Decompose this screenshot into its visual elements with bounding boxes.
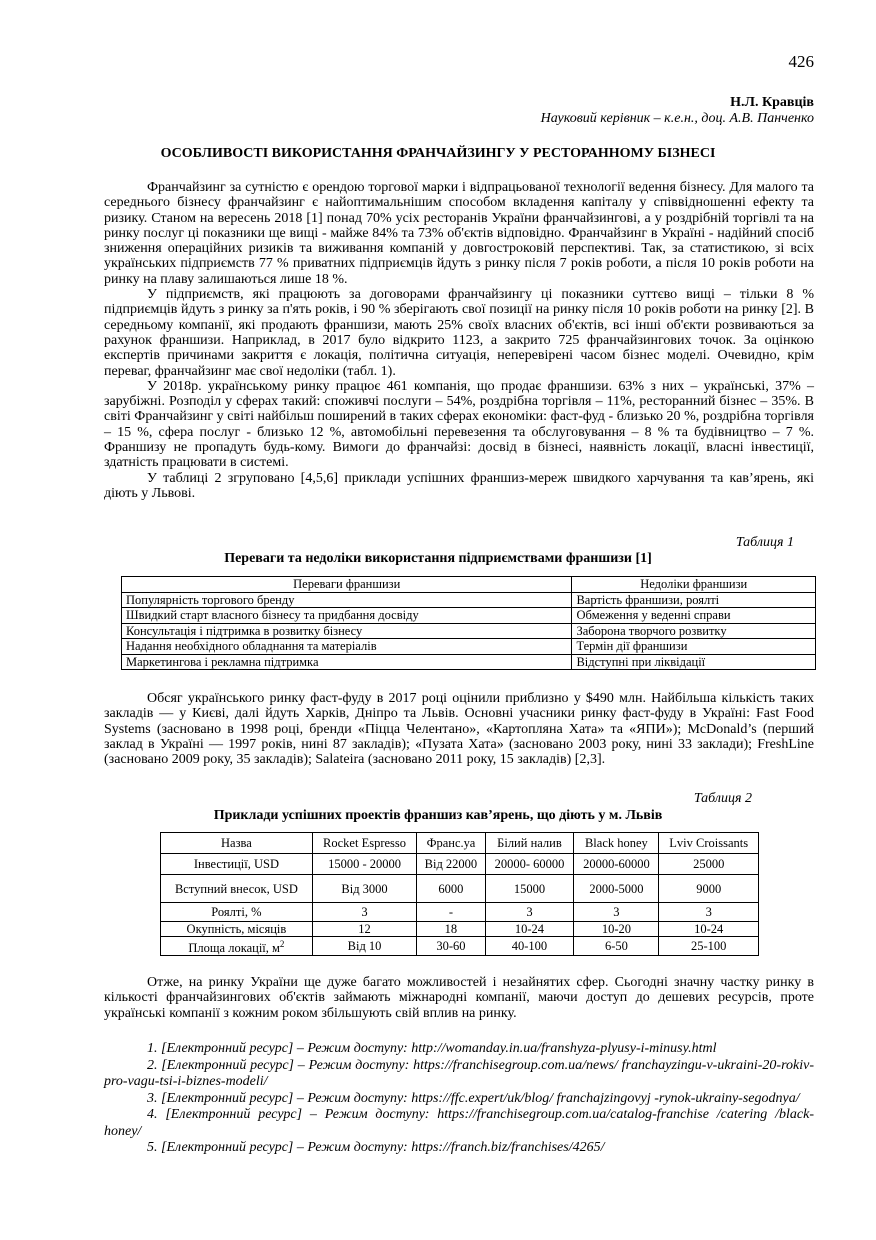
- table-header-row: [122, 577, 816, 593]
- table-cell: Термін дії франшизи: [572, 639, 816, 655]
- table-cell: 10-24: [485, 922, 574, 937]
- paper-title: ОСОБЛИВОСТІ ВИКОРИСТАННЯ ФРАНЧАЙЗИНГУ У РЕСТОРАННОМУ БІЗНЕСІ: [160, 146, 716, 161]
- table-header-cell: Переваги франшизи: [122, 577, 572, 593]
- table-cell: 10-24: [659, 922, 759, 937]
- body-text-2: [104, 691, 814, 767]
- table-cell: Обмеження у веденні справи: [572, 608, 816, 624]
- reference-item: 2. [Електронний ресурс] – Режим доступу: https://franchisegroup.com.ua/news/ franchayzingu-v-ukraini-20-rokiv-pro-vagu-tsi-i-biznes-modeli/: [104, 1057, 814, 1089]
- table-header-cell: Rocket Espresso: [312, 833, 416, 854]
- advisor-line: Науковий керівник – к.е.н., доц. А.В. Панченко: [540, 111, 814, 126]
- table-cell: Від 22000: [417, 854, 485, 875]
- table-row: [161, 903, 759, 922]
- author-name: Н.Л. Кравців: [730, 95, 814, 110]
- paragraph-2: У підприємств, які працюють за договорами франчайзингу ці показники суттєво вищі – тільки 8 % підприємців йдуть з ринку за п'ять років, і 90 % зберігають свої позиції на ринку після 10 років роботи на ринку [2]. В середньому компанії, які продають франшизи, мають 25% своїх власних об'єктів, всі інші об'єкти розвиваються за рахунок франшизи. Наприклад, в 2017 було відкрито 1123, а закрито 725 франчайзингових точок. За оцінкою експертів причинами закриття є локація, політична ситуація, неперевірені часом бізнес моделі. Очевидно, крім переваг, франчайзинг має свої недоліки (табл. 1).: [104, 287, 814, 379]
- table-cell: 10-20: [574, 922, 659, 937]
- table-coffee-franchises: [160, 832, 759, 956]
- table-row: [161, 937, 759, 956]
- conclusion-paragraph: Отже, на ринку України ще дуже багато можливостей і незайнятих сфер. Сьогодні значну частку ринку в кількості франчайзингових об'єктів займають міжнародні компанії, маючи доступ до дешевих ресурсів, проте українські компанії з кожним роком збільшують свій вплив на ринку.: [104, 975, 814, 1021]
- table-cell: 3: [659, 903, 759, 922]
- table1-caption: Таблиця 1: [735, 535, 794, 550]
- table-cell: Швидкий старт власного бізнесу та придбання досвіду: [122, 608, 572, 624]
- page-number: 426: [788, 52, 814, 71]
- table-cell: Заборона творчого розвитку: [572, 623, 816, 639]
- table1-title: Переваги та недоліки використання підприємствами франшизи [1]: [224, 551, 652, 566]
- reference-item: 1. [Електронний ресурс] – Режим доступу: http://womanday.in.ua/franshyza-plyusy-i-minusy.html: [147, 1041, 717, 1056]
- superscript: 2: [279, 939, 285, 949]
- table-cell: 30-60: [417, 937, 485, 956]
- table-cell: Окупність, місяців: [161, 922, 313, 937]
- table-row: [161, 922, 759, 937]
- table-cell: 2000-5000: [574, 875, 659, 903]
- paragraph-1: Франчайзинг за сутністю є орендою торгової марки і відпрацьованої технології ведення бізнесу. Для малого та середнього бізнесу франчайзинг є найоптимальнішим способом вкладення капіталу у співвідношенні ефекту та ризику. Станом на вересень 2018 [1] понад 70% усіх ресторанів України франчайзингові, а у роздрібній торгівлі та на ринку послуг ці показники ще вищі - майже 84% та 73% об'єктів відповідно. Франчайзинг в Україні - надійний спосіб зниження операційних ризиків та виживання компаній у довгостроковій перспективі. Так, за статистикою, зі всіх українських підприємств 77 % приватних підприємців йдуть з ринку після 7 років роботи, а після 10 років роботи на ринку на плаву залишаються лише 18 %.: [104, 180, 814, 287]
- table-cell: 6-50: [574, 937, 659, 956]
- table-header-cell: Білий налив: [485, 833, 574, 854]
- table-cell: Популярність торгового бренду: [122, 592, 572, 608]
- table-cell: 18: [417, 922, 485, 937]
- table-cell: Консультація і підтримка в розвитку бізнесу: [122, 623, 572, 639]
- body-text: [104, 180, 814, 501]
- table-cell: Вартість франшизи, роялті: [572, 592, 816, 608]
- table-header-cell: Недоліки франшизи: [572, 577, 816, 593]
- paragraph-5: Обсяг українського ринку фаст-фуду в 2017 році оцінили приблизно у $490 млн. Найбільша кількість таких закладів — у Києві, далі йдуть Харків, Дніпро та Львів. Основні учасники ринку фаст-фуду в Україні: Fast Food Systems (засновано в 1998 році, бренди «Піцца Челентано», «Картопляна Хата» та «ЯПИ»); McDonald’s (перший заклад в Україні — 1997 років, нині 87 закладів); «Пузата Хата» (засновано 2003 року, нині 33 заклади); FreshLine (засновано 2009 року, 35 закладів); Salateira (засновано 2011 року, 15 закладів) [2,3].: [104, 691, 814, 768]
- table-header-row: [161, 833, 759, 854]
- table-cell: 3: [485, 903, 574, 922]
- references-list: [104, 1041, 814, 1157]
- table-cell: 6000: [417, 875, 485, 903]
- table-header-cell: Франс.уа: [417, 833, 485, 854]
- table-cell: 3: [574, 903, 659, 922]
- table2-title: Приклади успішних проектів франшиз кав’ярень, що діють у м. Львів: [213, 808, 663, 823]
- table-header-cell: Назва: [161, 833, 313, 854]
- table-row: [122, 639, 816, 655]
- table-cell: 20000- 60000: [485, 854, 574, 875]
- table-cell: 15000 - 20000: [312, 854, 416, 875]
- paragraph-3: У 2018р. українському ринку працює 461 компанія, що продає франшизи. 63% з них – українські, 37% – зарубіжні. Розподіл у сферах такий: споживчі послуги – 54%, роздрібна торгівля – 11%, ресторанний бізнес – 35%. В світі Франчайзинг у світі найбільш поширений в таких сферах економіки: фаст-фуд - близько 20 %, роздрібна торгівля – 15 %, сфера послуг - близько 12 %, автомобільні перевезення та обслуговування – 8 % та будівництво – 7 %. Франшизу не пропадуть будь-кому. Вимоги до франчайзі: досвід в бізнесі, наявність локації, власні інвестиції, здатність працювати в системі.: [104, 378, 814, 471]
- table-cell: 9000: [659, 875, 759, 903]
- table-row: [122, 623, 816, 639]
- table-cell: Роялті, %: [161, 903, 313, 922]
- table-cell: Надання необхідного обладнання та матеріалів: [122, 639, 572, 655]
- table-cell: 12: [312, 922, 416, 937]
- table-cell: 3: [312, 903, 416, 922]
- reference-item: 3. [Електронний ресурс] – Режим доступу: https://ffc.expert/uk/blog/ franchajzingovyj -rynok-ukrainy-segodnya/: [147, 1090, 800, 1106]
- table-row: [161, 875, 759, 903]
- paragraph-4: У таблиці 2 згруповано [4,5,6] приклади успішних франшиз-мереж швидкого харчування та кав’ярень, які діють у Львові.: [104, 470, 814, 501]
- table-cell: Маркетингова і рекламна підтримка: [122, 654, 572, 670]
- table-row: [122, 592, 816, 608]
- table-cell: 20000-60000: [574, 854, 659, 875]
- reference-item: 4. [Електронний ресурс] – Режим доступу: https://franchisegroup.com.ua/catalog-franchise /catering /black-honey/: [104, 1107, 814, 1139]
- reference-item: 5. [Електронний ресурс] – Режим доступу: https://franch.biz/franchises/4265/: [147, 1140, 605, 1155]
- table-cell: 25000: [659, 854, 759, 875]
- table-row: [122, 608, 816, 624]
- area-label: Площа локації, м: [188, 941, 280, 956]
- table2-caption: Таблиця 2: [693, 791, 752, 806]
- table-cell: Вступний внесок, USD: [161, 875, 313, 903]
- table-header-cell: Lviv Croissants: [659, 833, 759, 854]
- table-row: [122, 654, 816, 670]
- table-cell: 40-100: [485, 937, 574, 956]
- table-cell: Відступні при ліквідації: [572, 654, 816, 670]
- table-cell: 25-100: [659, 937, 759, 956]
- table-cell: [161, 937, 313, 956]
- table-cell: -: [417, 903, 485, 922]
- table-advantages-disadvantages: [121, 576, 816, 670]
- table-cell: Від 3000: [312, 875, 416, 903]
- table-cell: Від 10: [312, 937, 416, 956]
- table-cell: 15000: [485, 875, 574, 903]
- body-text-3: [104, 975, 814, 1021]
- table-row: [161, 854, 759, 875]
- table-header-cell: Black honey: [574, 833, 659, 854]
- table-cell: Інвестиції, USD: [161, 854, 313, 875]
